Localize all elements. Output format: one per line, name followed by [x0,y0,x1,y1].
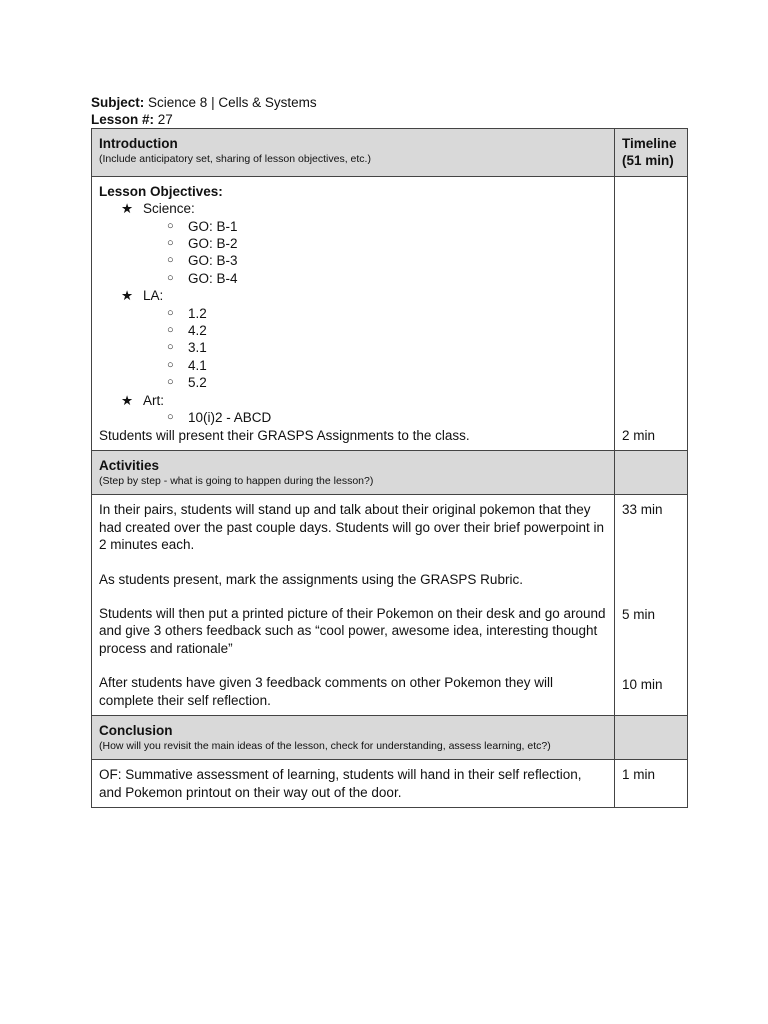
activities-body-row [92,495,688,716]
objectives-list [99,200,607,426]
objective-item-text: GO: B-4 [188,270,238,286]
objective-group-science [121,200,607,287]
circle-bullet-icon: ○ [167,254,174,267]
star-icon: ★ [121,201,134,217]
objective-item-text: 3.1 [188,340,207,356]
timeline-total: (51 min) [622,153,674,169]
conclusion-text: OF: Summative assessment of learning, students will hand in their self reflection, and Pokemon printout on their way out of the door. [99,767,582,800]
conclusion-header-row [92,715,688,759]
objective-group-label: Art: [143,392,165,408]
objectives-title: Lesson Objectives: [99,183,223,199]
conclusion-time: 1 min [622,767,656,783]
circle-bullet-icon: ○ [167,376,174,389]
activity-time-4: 10 min [622,677,663,693]
activities-title: Activities [99,457,160,473]
activity-step-3: Students will then put a printed picture of their Pokemon on their desk and go around and give 3 others feedback such as “cool power, awesome idea, interesting thought process and rationale” [99,605,606,656]
activities-header-time [615,450,688,494]
objective-item-text: 4.1 [188,357,207,373]
objective-group-la [121,287,607,391]
objective-item [167,374,607,391]
objective-item-text: 4.2 [188,323,207,339]
activities-time-cell [615,495,688,716]
lesson-number-value: 27 [157,112,173,128]
objective-item [167,218,607,235]
subject-line [91,94,317,111]
circle-bullet-icon: ○ [167,237,174,250]
objective-item [167,322,607,339]
circle-bullet-icon: ○ [167,271,174,284]
star-icon: ★ [121,288,134,304]
objective-group-art [121,392,607,427]
lesson-plan-table [91,128,688,808]
timeline-title: Timeline [622,136,677,151]
introduction-header-row [92,129,688,177]
circle-bullet-icon: ○ [167,411,174,424]
conclusion-subtitle: (How will you revisit the main ideas of the lesson, check for understanding, assess learning, etc?) [99,740,551,753]
activity-step-2: As students present, mark the assignments using the GRASPS Rubric. [99,571,523,587]
lesson-meta [91,94,317,129]
conclusion-header-time [615,715,688,759]
circle-bullet-icon: ○ [167,219,174,232]
objective-item-text: 1.2 [188,305,207,321]
lesson-number-line [91,111,317,128]
activity-time-1: 33 min [622,502,663,518]
star-icon: ★ [121,392,134,408]
timeline-header [615,129,688,177]
objective-item-text: 10(i)2 - ABCD [188,410,272,426]
circle-bullet-icon: ○ [167,341,174,354]
introduction-body-row [92,176,688,450]
activities-header-row [92,450,688,494]
objective-sublist [143,218,607,288]
conclusion-title: Conclusion [99,722,173,738]
introduction-statement: Students will present their GRASPS Assignments to the class. [99,427,470,443]
activity-step-4: After students have given 3 feedback comments on other Pokemon they will complete their self reflection. [99,675,553,708]
objective-sublist [143,305,607,392]
conclusion-body [92,760,615,808]
objective-item [167,235,607,252]
objective-item [167,339,607,356]
activities-header [92,450,615,494]
objective-item [167,409,607,426]
activities-subtitle: (Step by step - what is going to happen during the lesson?) [99,475,374,488]
circle-bullet-icon: ○ [167,358,174,371]
activity-step-1: In their pairs, students will stand up and talk about their original pokemon that they had created over the past couple days. Students will go over their brief powerpoint in 2 minutes each. [99,502,605,553]
objective-item [167,357,607,374]
objective-group-label: LA: [143,288,164,304]
activities-body [92,495,615,716]
conclusion-header [92,715,615,759]
introduction-subtitle: (Include anticipatory set, sharing of lesson objectives, etc.) [99,153,371,166]
introduction-time-cell [615,176,688,450]
objective-item [167,270,607,287]
objective-item [167,252,607,269]
subject-label: Subject: [91,95,145,110]
objective-item [167,305,607,322]
introduction-header [92,129,615,177]
objective-item-text: 5.2 [188,375,207,391]
activity-time-3: 5 min [622,606,656,622]
conclusion-body-row [92,760,688,808]
subject-value: Science 8 | Cells & Systems [148,95,317,110]
introduction-time: 2 min [622,427,656,443]
conclusion-time-cell [615,760,688,808]
objective-sublist [143,409,607,426]
circle-bullet-icon: ○ [167,306,174,319]
objective-item-text: GO: B-2 [188,236,238,252]
introduction-title: Introduction [99,136,178,151]
objective-item-text: GO: B-3 [188,253,238,269]
objective-item-text: GO: B-1 [188,218,238,234]
objective-group-label: Science: [143,201,195,217]
circle-bullet-icon: ○ [167,324,174,337]
lesson-number-label: Lesson #: [91,112,155,128]
introduction-body [92,176,615,450]
